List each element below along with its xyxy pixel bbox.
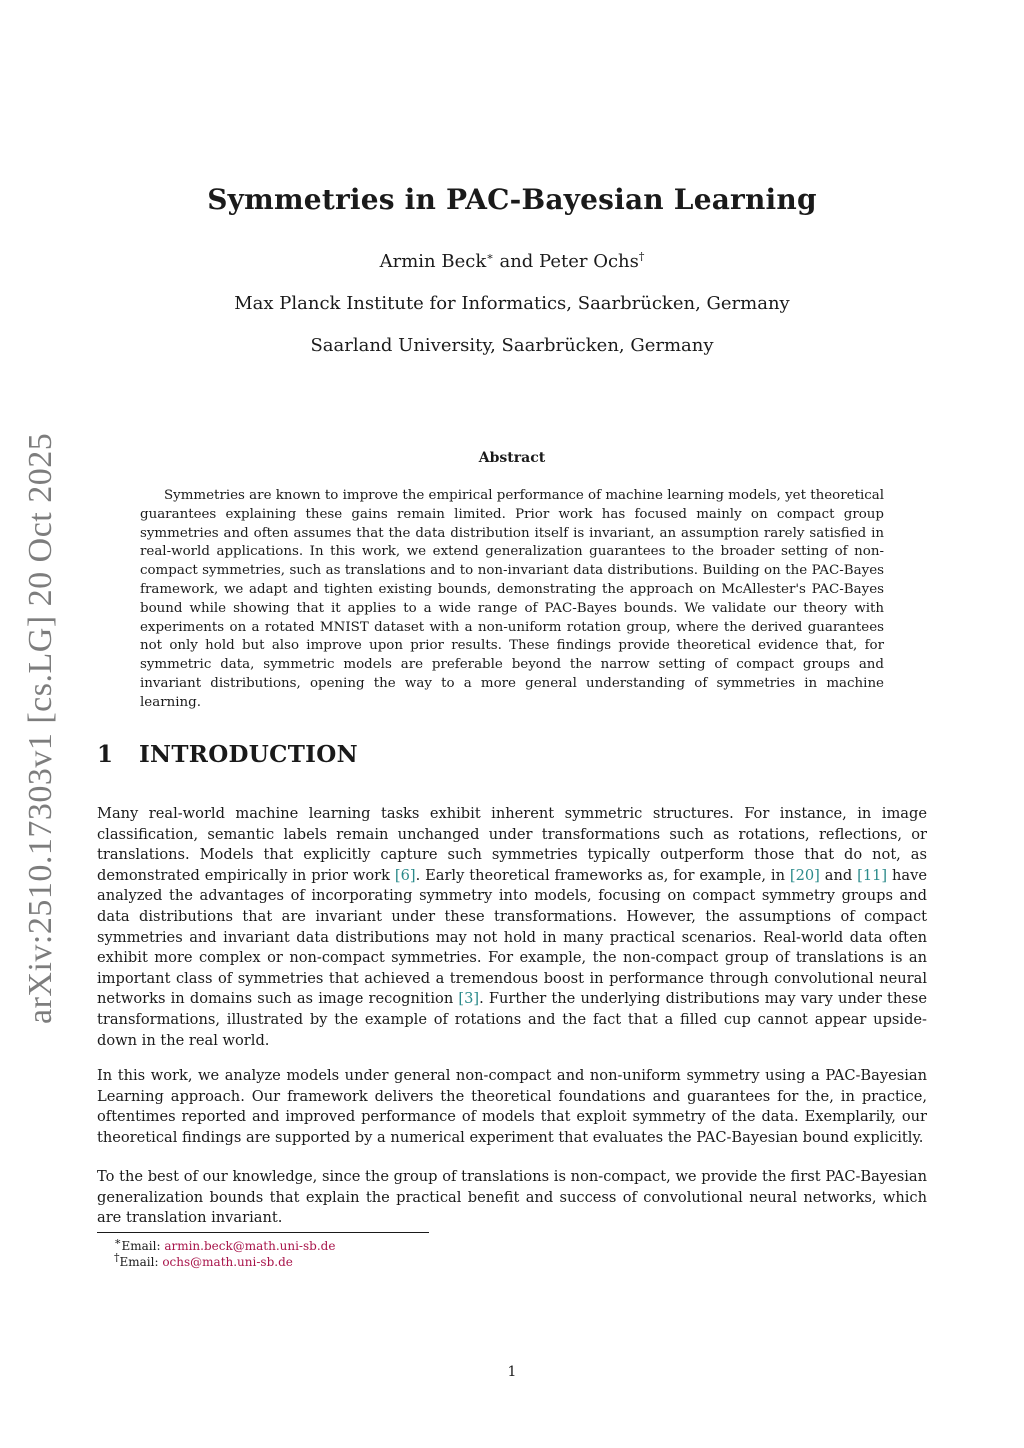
author-name: Armin Beck: [379, 251, 487, 272]
section-heading: [97, 741, 358, 768]
arxiv-stamp: arXiv:2510.17303v1 [cs.LG] 20 Oct 2025: [22, 432, 59, 1024]
section-title: INTRODUCTION: [139, 741, 358, 768]
footnote: [114, 1251, 293, 1270]
abstract-text: Symmetries are known to improve the empirical performance of machine learning models, yet theoretical guarantees explaining these gains remain limited. Prior work has focused mainly on compact group symmetries and often assumes that the data distribution itself is invariant, an assumption rarely satisfied in real-world applications. In this work, we extend generalization guarantees to the broader setting of non-compact symmetries, such as translations and to non-invariant data distributions. Building on the PAC-Bayes framework, we adapt and tighten existing bounds, demonstrating the approach on McAllester's PAC-Bayes bound while showing that it applies to a wide range of PAC-Bayes bounds. We validate our theory with experiments on a rotated MNIST dataset with a non-uniform rotation group, where the derived guarantees not only hold but also improve upon prior results. These findings provide theoretical evidence that, for symmetric data, symmetric models are preferable beyond the narrow setting of compact groups and invariant distributions, opening the way to a more general understanding of symmetries in machine learning.: [140, 488, 884, 710]
paragraph-text: Many real-world machine learning tasks exhibit inherent symmetric structures. For instance, in image classification, semantic labels remain unchanged under transformations such as rotations, reflections, or translations. Models that explicitly capture such symmetries typically outperform those that do not, as demonstrated empirically in prior work: [97, 805, 927, 884]
paper-title: Symmetries in PAC-Bayesian Learning: [207, 183, 817, 216]
affiliation: Max Planck Institute for Informatics, Saarbrücken, Germany: [234, 293, 790, 314]
author-name: Peter Ochs: [539, 251, 639, 272]
section-number: 1: [97, 741, 114, 768]
email-link[interactable]: armin.beck@math.uni-sb.de: [164, 1239, 336, 1253]
affiliation: Saarland University, Saarbrücken, Germany: [310, 335, 714, 356]
footnote-marker: †: [638, 250, 645, 263]
footnote-label: Email:: [119, 1255, 163, 1269]
paragraph-text: and: [819, 866, 858, 884]
footnote-label: Email:: [121, 1239, 165, 1253]
paragraph-text: have analyzed the advantages of incorporating symmetry into models, focusing on compact symmetry groups and data distributions that are invariant under these transformations. However, the assumptions of compact symmetries and invariant data distributions may not hold in many practical scenarios. Real-world data often exhibit more complex or non-compact symmetries. For example, the non-compact group of translations is an important class of symmetries that achieved a tremendous boost in performance through convolutional neural networks in domains such as image recognition: [97, 866, 927, 1008]
citation-link[interactable]: [20]: [789, 866, 820, 884]
citation-link[interactable]: [11]: [857, 866, 888, 884]
paragraph-text: . Further the underlying distributions may vary under these transformations, illustrated by the example of rotations and the fact that a filled cup cannot appear upside-down in the real world.: [97, 990, 927, 1049]
footnote: [114, 1235, 336, 1254]
footnote-divider: [97, 1232, 429, 1233]
body-paragraph: [97, 804, 927, 1051]
abstract-heading: Abstract: [478, 450, 546, 466]
citation-link[interactable]: [6]: [394, 866, 416, 884]
page-number: 1: [507, 1364, 517, 1380]
footnote-marker: ∗: [114, 1235, 122, 1248]
footnote-marker: †: [114, 1251, 120, 1264]
email-link[interactable]: ochs@math.uni-sb.de: [162, 1255, 293, 1269]
author-conjunction: and: [493, 251, 540, 272]
footnote-marker: ∗: [486, 250, 494, 263]
author-line: [0, 251, 1024, 272]
body-paragraph: To the best of our knowledge, since the group of translations is non-compact, we provide the first PAC-Bayesian generalization bounds that explain the practical benefit and success of convolutional neural networks, which are translation invariant.: [97, 1168, 927, 1227]
citation-link[interactable]: [3]: [458, 990, 480, 1008]
body-paragraph: In this work, we analyze models under general non-compact and non-uniform symmetry using a PAC-Bayesian Learning approach. Our framework delivers the theoretical foundations and guarantees for the, in practice, oftentimes reported and improved performance of models that exploit symmetry of the data. Exemplarily, our theoretical findings are supported by a numerical experiment that evaluates the PAC-Bayesian bound explicitly.: [97, 1067, 927, 1146]
paragraph-text: . Early theoretical frameworks as, for example, in: [415, 866, 790, 884]
